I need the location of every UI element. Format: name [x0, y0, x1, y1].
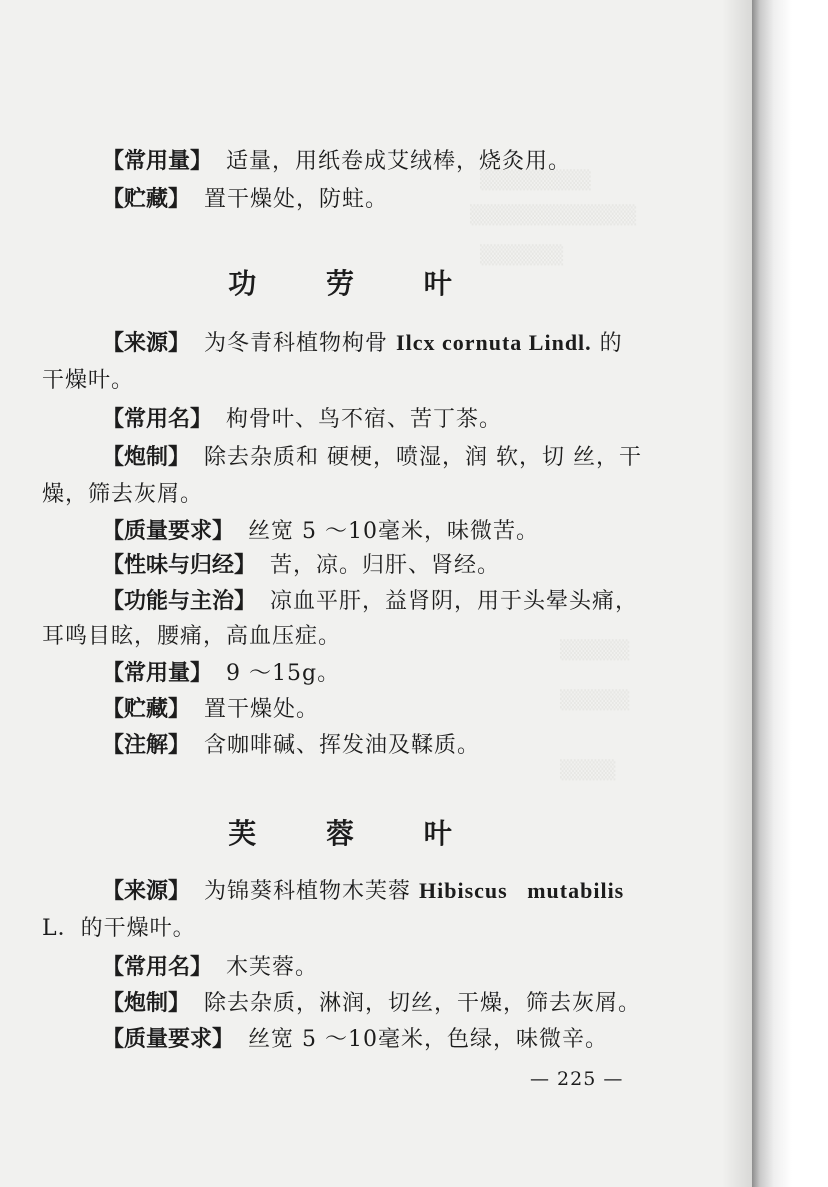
storage-line [102, 184, 388, 215]
quality-text: 丝宽 5 ～10毫米，味微苦。 [248, 519, 539, 544]
book-binding-edge [752, 0, 828, 1187]
bleed-through-texture: ▒▒▒▒▒▒ [480, 245, 564, 266]
function-text: 凉血平肝，益肾阴，用于头晕头痛， [270, 589, 639, 614]
bleed-through-texture: ▒▒▒▒▒▒▒▒ [480, 170, 591, 191]
gutter-shadow [722, 0, 752, 1187]
storage-text: 置干燥处，防蛀。 [204, 187, 389, 212]
source-line [102, 876, 624, 907]
processing-text: 除去杂质，淋润，切丝，干燥，筛去灰屑。 [204, 991, 642, 1016]
common-name-line [102, 404, 502, 435]
storage-text: 置干燥处。 [204, 697, 320, 722]
common-name-line [102, 952, 318, 983]
dosage-line [102, 146, 571, 177]
latin-name: Ilcx cornuta Lindl. [396, 330, 592, 355]
quality-tag: 【质量要求】 [102, 518, 235, 544]
source-end: 的 [599, 331, 623, 356]
processing-line [102, 442, 642, 473]
common-name-text: 枸骨叶、鸟不宿、苦丁茶。 [226, 407, 503, 432]
note-text: 含咖啡碱、挥发油及鞣质。 [204, 733, 481, 758]
quality-line [102, 1024, 608, 1055]
bleed-through-texture: ▒▒▒▒▒▒▒▒▒▒▒▒ [470, 205, 637, 226]
entry-title: 功 劳 叶 [228, 267, 482, 300]
page-number: — 225 — [530, 1068, 624, 1090]
source-line [102, 328, 623, 359]
source-text: 为锦葵科植物木芙蓉 [204, 879, 412, 904]
source-tag: 【来源】 [102, 330, 191, 356]
dosage-tag: 【常用量】 [102, 660, 213, 686]
nature-line [102, 550, 500, 581]
storage-line [102, 694, 319, 725]
nature-tag: 【性味与归经】 [102, 552, 257, 578]
latin-name: Hibiscus mutabilis [419, 878, 625, 903]
quality-tag: 【质量要求】 [102, 1026, 235, 1052]
dosage-tag: 【常用量】 [102, 148, 213, 174]
bleed-through-texture: ▒▒▒▒▒ [560, 640, 630, 661]
dosage-text: 9 ～15g。 [226, 661, 341, 686]
nature-text: 苦，凉。归肝、肾经。 [270, 553, 501, 578]
entry-title: 芙 蓉 叶 [228, 817, 482, 850]
function-line [102, 586, 638, 617]
processing-tag: 【炮制】 [102, 444, 191, 470]
dosage-text: 适量，用纸卷成艾绒棒，烧灸用。 [226, 149, 572, 174]
processing-tag: 【炮制】 [102, 990, 191, 1016]
common-name-tag: 【常用名】 [102, 406, 213, 432]
bleed-through-texture: ▒▒▒▒▒ [560, 690, 630, 711]
processing-text: 除去杂质和 硬梗，喷湿，润 软，切 丝，干 [204, 445, 642, 470]
note-line [102, 730, 480, 761]
quality-line [102, 516, 539, 547]
note-tag: 【注解】 [102, 732, 191, 758]
source-text: 为冬青科植物枸骨 [204, 331, 389, 356]
quality-text: 丝宽 5 ～10毫米，色绿，味微辛。 [248, 1027, 608, 1052]
storage-tag: 【贮藏】 [102, 186, 191, 212]
bleed-through-texture: ▒▒▒▒ [560, 760, 616, 781]
function-tag: 【功能与主治】 [102, 588, 257, 614]
processing-continuation: 燥，筛去灰屑。 [42, 482, 204, 507]
common-name-tag: 【常用名】 [102, 954, 213, 980]
source-continuation: L．的干燥叶。 [42, 916, 196, 941]
common-name-text: 木芙蓉。 [226, 955, 319, 980]
source-tag: 【来源】 [102, 878, 191, 904]
source-continuation: 干燥叶。 [42, 368, 135, 393]
dosage-line [102, 658, 340, 689]
function-continuation: 耳鸣目眩，腰痛，高血压症。 [42, 624, 342, 649]
processing-line [102, 988, 641, 1019]
storage-tag: 【贮藏】 [102, 696, 191, 722]
